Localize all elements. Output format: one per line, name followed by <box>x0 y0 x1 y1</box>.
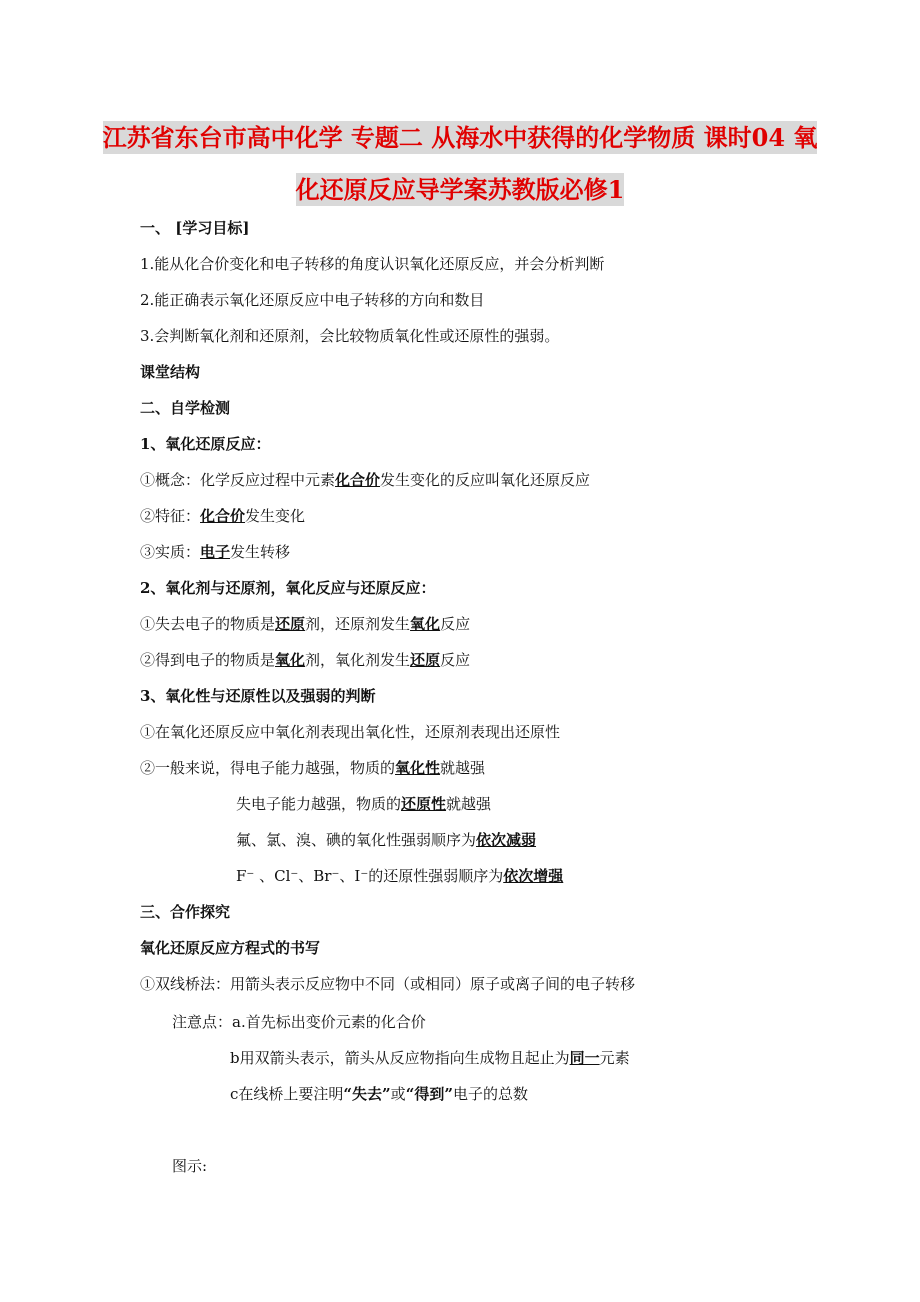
strength-line-1: ①在氧化还原反应中氧化剂表现出氧化性，还原剂表现出还原性 <box>140 723 561 741</box>
goal-item-2: 2.能正确表示氧化还原反应中电子转移的方向和数目 <box>140 291 485 309</box>
key-term: 还原 <box>410 651 441 669</box>
goal-item-3: 3.会判断氧化剂和还原剂，会比较物质氧化性或还原性的强弱。 <box>140 327 560 345</box>
key-term: 氧化性 <box>395 759 441 777</box>
goals-heading: 一、 [学习目标] <box>140 219 250 237</box>
section-2-heading: 2、氧化剂与还原剂，氧化反应与还原反应： <box>140 579 436 597</box>
key-term: 还原性 <box>401 795 447 813</box>
strength-line-2: ②一般来说，得电子能力越强，物质的氧化性就越强 <box>140 759 486 777</box>
key-term: 电子 <box>200 543 231 561</box>
coop-heading: 三、合作探究 <box>140 903 231 921</box>
note-a: 注意点：a.首先标出变价元素的化合价 <box>172 1013 426 1031</box>
strength-line-4: 氟、氯、溴、碘的氧化性强弱顺序为依次减弱 <box>236 831 537 849</box>
goal-item-1: 1.能从化合价变化和电子转移的角度认识氧化还原反应，并会分析判断 <box>140 255 605 273</box>
reductant-line: ①失去电子的物质是还原剂，还原剂发生氧化反应 <box>140 615 471 633</box>
coop-subheading: 氧化还原反应方程式的书写 <box>140 939 321 957</box>
note-b: b用双箭头表示，箭头从反应物指向生成物且起止为同一元素 <box>230 1049 630 1067</box>
double-bridge-line: ①双线桥法：用箭头表示反应物中不同（或相同）原子或离子间的电子转移 <box>140 975 636 993</box>
self-check-heading: 二、自学检测 <box>140 399 231 417</box>
figure-label: 图示: <box>172 1157 208 1175</box>
document-title-line-1: 江苏省东台市高中化学 专题二 从海水中获得的化学物质 课时04 氧 <box>102 123 818 152</box>
feature-line: ②特征：化合价发生变化 <box>140 507 306 525</box>
key-term: 依次增强 <box>503 867 564 885</box>
key-term: 氧化 <box>410 615 441 633</box>
section-1-heading: 1、氧化还原反应： <box>140 435 271 453</box>
key-term: 依次减弱 <box>476 831 537 849</box>
key-term: 化合价 <box>200 507 246 525</box>
oxidant-line: ②得到电子的物质是氧化剂，氧化剂发生还原反应 <box>140 651 471 669</box>
strength-line-5: F⁻ 、Cl⁻、Br⁻、I⁻的还原性强弱顺序为依次增强 <box>236 867 564 885</box>
key-term: 氧化 <box>275 651 306 669</box>
key-term: 还原 <box>275 615 306 633</box>
key-term: 同一 <box>569 1049 600 1067</box>
strength-line-3: 失电子能力越强，物质的还原性就越强 <box>236 795 492 813</box>
document-title-line-2: 化还原反应导学案苏教版必修1 <box>295 175 625 204</box>
key-term: 化合价 <box>335 471 381 489</box>
note-c: c在线桥上要注明“失去”或“得到”电子的总数 <box>230 1085 528 1103</box>
section-3-heading: 3、氧化性与还原性以及强弱的判断 <box>140 687 376 705</box>
concept-line: ①概念：化学反应过程中元素化合价发生变化的反应叫氧化还原反应 <box>140 471 591 489</box>
essence-line: ③实质：电子发生转移 <box>140 543 291 561</box>
structure-heading: 课堂结构 <box>140 363 201 381</box>
